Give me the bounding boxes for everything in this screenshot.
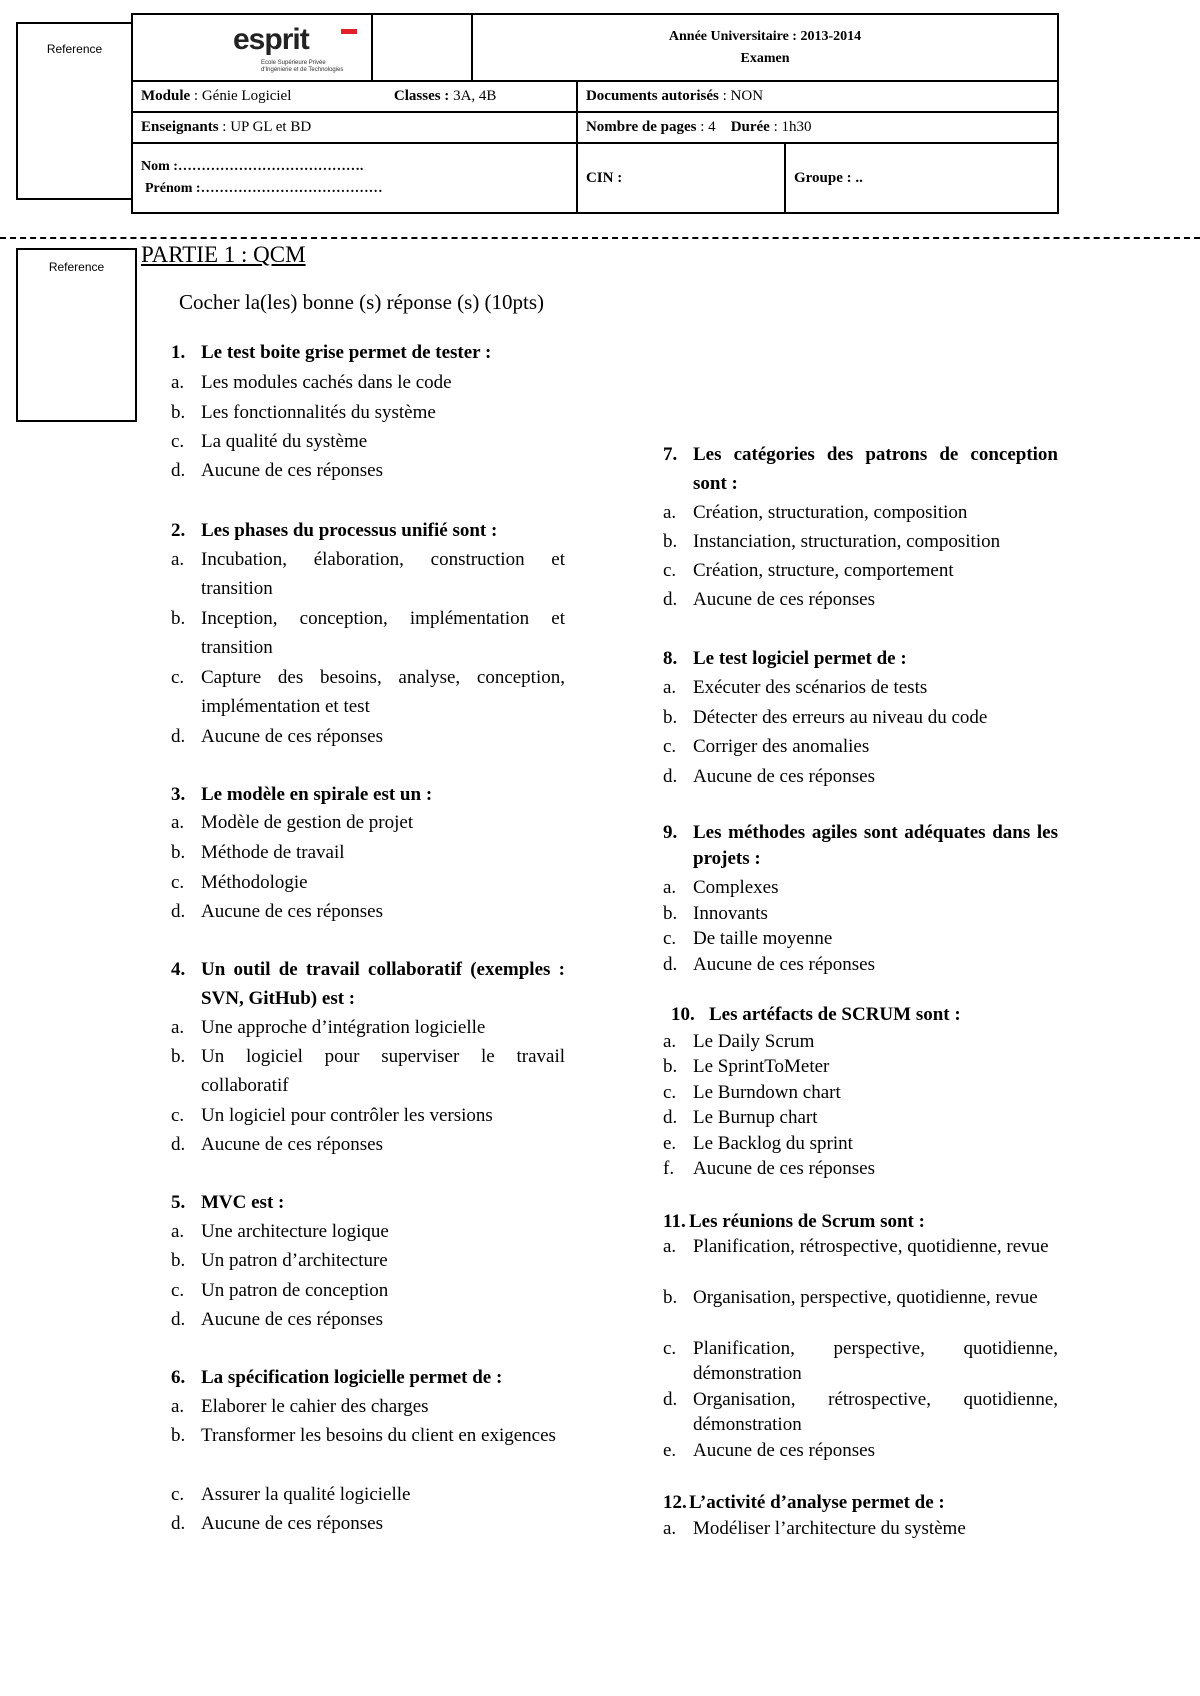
logo-cell: [132, 14, 372, 81]
answer-option-4-b[interactable]: [171, 1042, 565, 1100]
answer-option-10-f[interactable]: [663, 1156, 1058, 1181]
option-letter: c.: [663, 1338, 677, 1359]
option-text: Aucune de ces réponses: [201, 1513, 384, 1534]
question-6: [171, 1363, 565, 1392]
question-text: Un outil de travail collaboratif (exemples : SVN, GitHub) est :: [201, 959, 565, 1009]
question-number: 8.: [663, 648, 678, 669]
question-5: [171, 1188, 565, 1217]
answer-option-9-c[interactable]: [663, 926, 1058, 952]
option-text: Assurer la qualité logicielle: [201, 1484, 411, 1505]
question-text: Les réunions de Scrum sont :: [689, 1211, 925, 1232]
answer-option-11-c[interactable]: [663, 1336, 1058, 1386]
question-text: Les artéfacts de SCRUM sont :: [709, 1004, 961, 1025]
option-text: Complexes: [693, 877, 779, 898]
option-letter: d.: [171, 460, 186, 481]
option-letter: b.: [171, 608, 186, 629]
option-text: Un patron de conception: [201, 1280, 389, 1301]
question-1: [171, 338, 565, 367]
option-text: Les fonctionnalités du système: [201, 402, 436, 423]
option-text: Planification, rétrospective, quotidienne, revue: [693, 1236, 1049, 1257]
option-text: Organisation, rétrospective, quotidienne, démonstration: [693, 1389, 1058, 1435]
option-letter: b.: [171, 1425, 186, 1446]
option-letter: c.: [663, 736, 677, 757]
question-text: Le test boite grise permet de tester :: [201, 342, 492, 363]
question-text: L’activité d’analyse permet de :: [689, 1492, 945, 1513]
option-text: Organisation, perspective, quotidienne, revue: [693, 1287, 1038, 1308]
option-text: Le Daily Scrum: [693, 1031, 815, 1052]
option-letter: d.: [663, 589, 678, 610]
logo-accent-icon: [341, 29, 357, 34]
answer-option-2-c[interactable]: [171, 663, 565, 721]
option-letter: c.: [171, 667, 185, 688]
part-title: PARTIE 1 : QCM: [141, 242, 306, 267]
year-cell: [472, 14, 1058, 81]
answer-option-10-d[interactable]: [663, 1105, 1058, 1130]
question-text: Le modèle en spirale est un :: [201, 784, 433, 805]
answer-option-6-c[interactable]: [171, 1480, 565, 1509]
answer-option-2-a[interactable]: [171, 545, 565, 603]
option-text: Capture des besoins, analyse, conception, implémentation et test: [201, 667, 565, 717]
option-text: Exécuter des scénarios de tests: [693, 677, 928, 698]
answer-option-8-c[interactable]: [663, 732, 1058, 761]
option-text: Innovants: [693, 903, 768, 924]
documents-cell: [577, 81, 1058, 112]
answer-option-3-c[interactable]: [171, 868, 565, 897]
pages-value: : 4: [700, 119, 716, 135]
answer-option-7-d[interactable]: [663, 585, 1058, 614]
answer-option-10-a[interactable]: [663, 1029, 1058, 1054]
duration-key: Durée: [730, 119, 770, 135]
answer-option-6-a[interactable]: [171, 1392, 565, 1421]
question-number: 5.: [171, 1192, 186, 1213]
option-letter: c.: [171, 872, 185, 893]
option-letter: b.: [663, 707, 678, 728]
question-number: 7.: [663, 444, 678, 465]
question-12: [663, 1490, 1058, 1515]
cin-field[interactable]: CIN :: [577, 143, 785, 213]
reference-box-body: [16, 248, 137, 422]
option-letter: d.: [663, 766, 678, 787]
student-name-cell[interactable]: [132, 143, 577, 213]
question-text: Les phases du processus unifié sont :: [201, 520, 498, 541]
option-text: Un patron d’architecture: [201, 1250, 388, 1271]
answer-option-3-d[interactable]: [171, 897, 565, 926]
option-text: Une approche d’intégration logicielle: [201, 1017, 486, 1038]
option-letter: c.: [171, 431, 185, 452]
option-letter: a.: [171, 1017, 185, 1038]
question-text: La spécification logicielle permet de :: [201, 1367, 503, 1388]
option-text: Aucune de ces réponses: [201, 1309, 384, 1330]
option-text: Aucune de ces réponses: [693, 589, 876, 610]
option-text: Aucune de ces réponses: [693, 1440, 876, 1461]
answer-option-4-a[interactable]: [171, 1013, 565, 1042]
answer-option-6-b[interactable]: [171, 1421, 565, 1479]
answer-option-3-b[interactable]: [171, 838, 565, 867]
question-7: [663, 440, 1058, 498]
prenom-field[interactable]: Prénom :…………………………………: [145, 181, 383, 196]
exam-label: Examen: [740, 50, 790, 66]
option-text: Transformer les besoins du client en exigences: [201, 1425, 556, 1446]
module-value: : Génie Logiciel: [193, 88, 292, 104]
option-letter: d.: [663, 1107, 678, 1128]
teachers-key: Enseignants: [141, 119, 219, 135]
answer-option-1-a[interactable]: [171, 368, 565, 397]
option-letter: c.: [663, 560, 677, 581]
answer-option-7-a[interactable]: [663, 498, 1058, 527]
empty-cell: [372, 14, 472, 81]
question-number: 9.: [663, 822, 678, 843]
option-letter: d.: [171, 1513, 186, 1534]
answer-option-9-b[interactable]: [663, 901, 1058, 927]
option-text: Aucune de ces réponses: [201, 1134, 384, 1155]
option-text: Aucune de ces réponses: [201, 726, 384, 747]
option-text: Le Backlog du sprint: [693, 1133, 853, 1154]
teachers-cell: [132, 112, 577, 143]
option-letter: a.: [663, 1236, 677, 1257]
answer-option-2-b[interactable]: [171, 604, 565, 662]
option-letter: c.: [663, 928, 677, 949]
option-letter: a.: [171, 1396, 185, 1417]
question-number: 3.: [171, 784, 186, 805]
option-text: Aucune de ces réponses: [201, 460, 384, 481]
question-10: [671, 1002, 1058, 1027]
question-number: 2.: [171, 520, 186, 541]
option-text: La qualité du système: [201, 431, 368, 452]
module-cell: [132, 81, 577, 112]
option-text: Aucune de ces réponses: [693, 954, 876, 975]
option-letter: c.: [171, 1484, 185, 1505]
option-letter: d.: [663, 1389, 678, 1410]
option-letter: a.: [663, 502, 677, 523]
logo-wordmark: esprit: [233, 23, 309, 56]
option-text: Aucune de ces réponses: [693, 1158, 876, 1179]
answer-option-9-d[interactable]: [663, 952, 1058, 978]
question-number: 10.: [671, 1004, 695, 1025]
answer-option-11-d[interactable]: [663, 1387, 1058, 1437]
answer-option-5-c[interactable]: [171, 1276, 565, 1305]
option-letter: a.: [171, 812, 185, 833]
question-3: [171, 780, 565, 809]
question-number: 6.: [171, 1367, 186, 1388]
instruction: Cocher la(les) bonne (s) réponse (s) (10pts): [179, 290, 545, 314]
option-text: Un logiciel pour superviser le travail collaboratif: [201, 1046, 565, 1096]
question-text: Les catégories des patrons de conception sont :: [693, 444, 1058, 494]
question-8: [663, 644, 1058, 673]
option-text: Le SprintToMeter: [693, 1056, 830, 1077]
option-letter: c.: [171, 1280, 185, 1301]
answer-option-2-d[interactable]: [171, 722, 565, 751]
answer-option-11-e[interactable]: [663, 1438, 1058, 1463]
answer-option-4-d[interactable]: [171, 1130, 565, 1159]
option-text: Aucune de ces réponses: [693, 766, 876, 787]
module-key: Module: [141, 88, 191, 104]
option-letter: d.: [663, 954, 678, 975]
answer-option-10-e[interactable]: [663, 1131, 1058, 1156]
answer-option-3-a[interactable]: [171, 808, 565, 837]
option-text: Modéliser l’architecture du système: [693, 1518, 966, 1539]
option-text: Les modules cachés dans le code: [201, 372, 452, 393]
question-2: [171, 516, 565, 545]
option-text: Un logiciel pour contrôler les versions: [201, 1105, 493, 1126]
reference-label: Reference: [46, 42, 103, 56]
groupe-field[interactable]: Groupe : ..: [785, 143, 1058, 213]
option-text: Le Burnup chart: [693, 1107, 818, 1128]
option-letter: b.: [663, 903, 678, 924]
nom-field[interactable]: Nom :………………………………….: [141, 159, 364, 174]
option-text: Création, structure, comportement: [693, 560, 954, 581]
option-text: Détecter des erreurs au niveau du code: [693, 707, 988, 728]
teachers-value: : UP GL et BD: [222, 119, 312, 135]
classes-key: Classes :: [393, 88, 450, 104]
question-4: [171, 955, 565, 1013]
option-text: Planification, perspective, quotidienne, démonstration: [693, 1338, 1058, 1384]
option-letter: c.: [171, 1105, 185, 1126]
option-letter: f.: [663, 1158, 675, 1179]
option-letter: b.: [171, 1250, 186, 1271]
answer-option-7-b[interactable]: [663, 527, 1058, 556]
answer-option-1-d[interactable]: [171, 456, 565, 485]
answer-option-1-c[interactable]: [171, 427, 565, 456]
answer-option-12-a[interactable]: [663, 1516, 1058, 1541]
option-letter: c.: [663, 1082, 677, 1103]
option-text: Le Burndown chart: [693, 1082, 841, 1103]
academic-year: Année Universitaire : 2013-2014: [668, 28, 862, 44]
option-text: Aucune de ces réponses: [201, 901, 384, 922]
question-9: [663, 820, 1058, 872]
answer-option-1-b[interactable]: [171, 398, 565, 427]
answer-option-5-d[interactable]: [171, 1305, 565, 1334]
option-letter: a.: [663, 1518, 677, 1539]
option-letter: b.: [663, 1056, 678, 1077]
question-text: Le test logiciel permet de :: [693, 648, 907, 669]
answer-option-8-d[interactable]: [663, 762, 1058, 791]
answer-option-11-a[interactable]: [663, 1234, 1058, 1284]
answer-option-10-b[interactable]: [663, 1054, 1058, 1079]
option-text: Corriger des anomalies: [693, 736, 870, 757]
logo-tagline-2: d'Ingénierie et de Technologies: [261, 67, 344, 73]
question-11: [663, 1209, 1058, 1234]
duration-value: : 1h30: [773, 119, 812, 135]
reference-label-body: Reference: [48, 260, 105, 274]
answer-option-5-a[interactable]: [171, 1217, 565, 1246]
exam-header-table: [131, 13, 1059, 214]
answer-option-4-c[interactable]: [171, 1101, 565, 1130]
cut-line-divider: [0, 237, 1200, 239]
option-text: Inception, conception, implémentation et transition: [201, 608, 565, 658]
answer-option-8-b[interactable]: [663, 703, 1058, 732]
esprit-logo: [133, 15, 371, 80]
option-letter: d.: [171, 1134, 186, 1155]
pages-cell: [577, 112, 1058, 143]
documents-value: : NON: [722, 88, 764, 104]
option-text: Incubation, élaboration, construction et transition: [201, 549, 565, 599]
option-letter: a.: [663, 877, 677, 898]
option-text: Elaborer le cahier des charges: [201, 1396, 429, 1417]
answer-option-6-d[interactable]: [171, 1509, 565, 1538]
option-letter: a.: [171, 372, 185, 393]
option-text: De taille moyenne: [693, 928, 833, 949]
option-text: Une architecture logique: [201, 1221, 389, 1242]
reference-box-top: [16, 22, 133, 200]
option-text: Méthodologie: [201, 872, 308, 893]
option-letter: b.: [663, 531, 678, 552]
option-letter: e.: [663, 1440, 677, 1461]
option-letter: b.: [663, 1287, 678, 1308]
option-text: Création, structuration, composition: [693, 502, 968, 523]
question-number: 1.: [171, 342, 186, 363]
option-text: Modèle de gestion de projet: [201, 812, 414, 833]
answer-option-8-a[interactable]: [663, 673, 1058, 702]
option-letter: b.: [171, 1046, 186, 1067]
option-letter: b.: [171, 842, 186, 863]
answer-option-11-b[interactable]: [663, 1285, 1058, 1335]
option-letter: e.: [663, 1133, 677, 1154]
option-letter: a.: [171, 549, 185, 570]
option-text: Instanciation, structuration, composition: [693, 531, 1001, 552]
option-letter: b.: [171, 402, 186, 423]
option-letter: a.: [663, 677, 677, 698]
option-letter: a.: [663, 1031, 677, 1052]
option-letter: a.: [171, 1221, 185, 1242]
option-letter: d.: [171, 726, 186, 747]
pages-key: Nombre de pages: [585, 119, 697, 135]
option-letter: d.: [171, 901, 186, 922]
question-number: 12.: [663, 1492, 687, 1513]
documents-key: Documents autorisés: [585, 88, 719, 104]
question-number: 4.: [171, 959, 186, 980]
answer-option-5-b[interactable]: [171, 1246, 565, 1275]
answer-option-9-a[interactable]: [663, 875, 1058, 901]
logo-tagline-1: Ecole Supérieure Privée: [261, 60, 326, 66]
answer-option-7-c[interactable]: [663, 556, 1058, 585]
answer-option-10-c[interactable]: [663, 1080, 1058, 1105]
option-text: Méthode de travail: [201, 842, 345, 863]
classes-value: 3A, 4B: [453, 88, 497, 104]
question-text: MVC est :: [201, 1192, 285, 1213]
option-letter: d.: [171, 1309, 186, 1330]
question-text: Les méthodes agiles sont adéquates dans les projets :: [693, 822, 1058, 869]
question-number: 11.: [663, 1211, 686, 1232]
